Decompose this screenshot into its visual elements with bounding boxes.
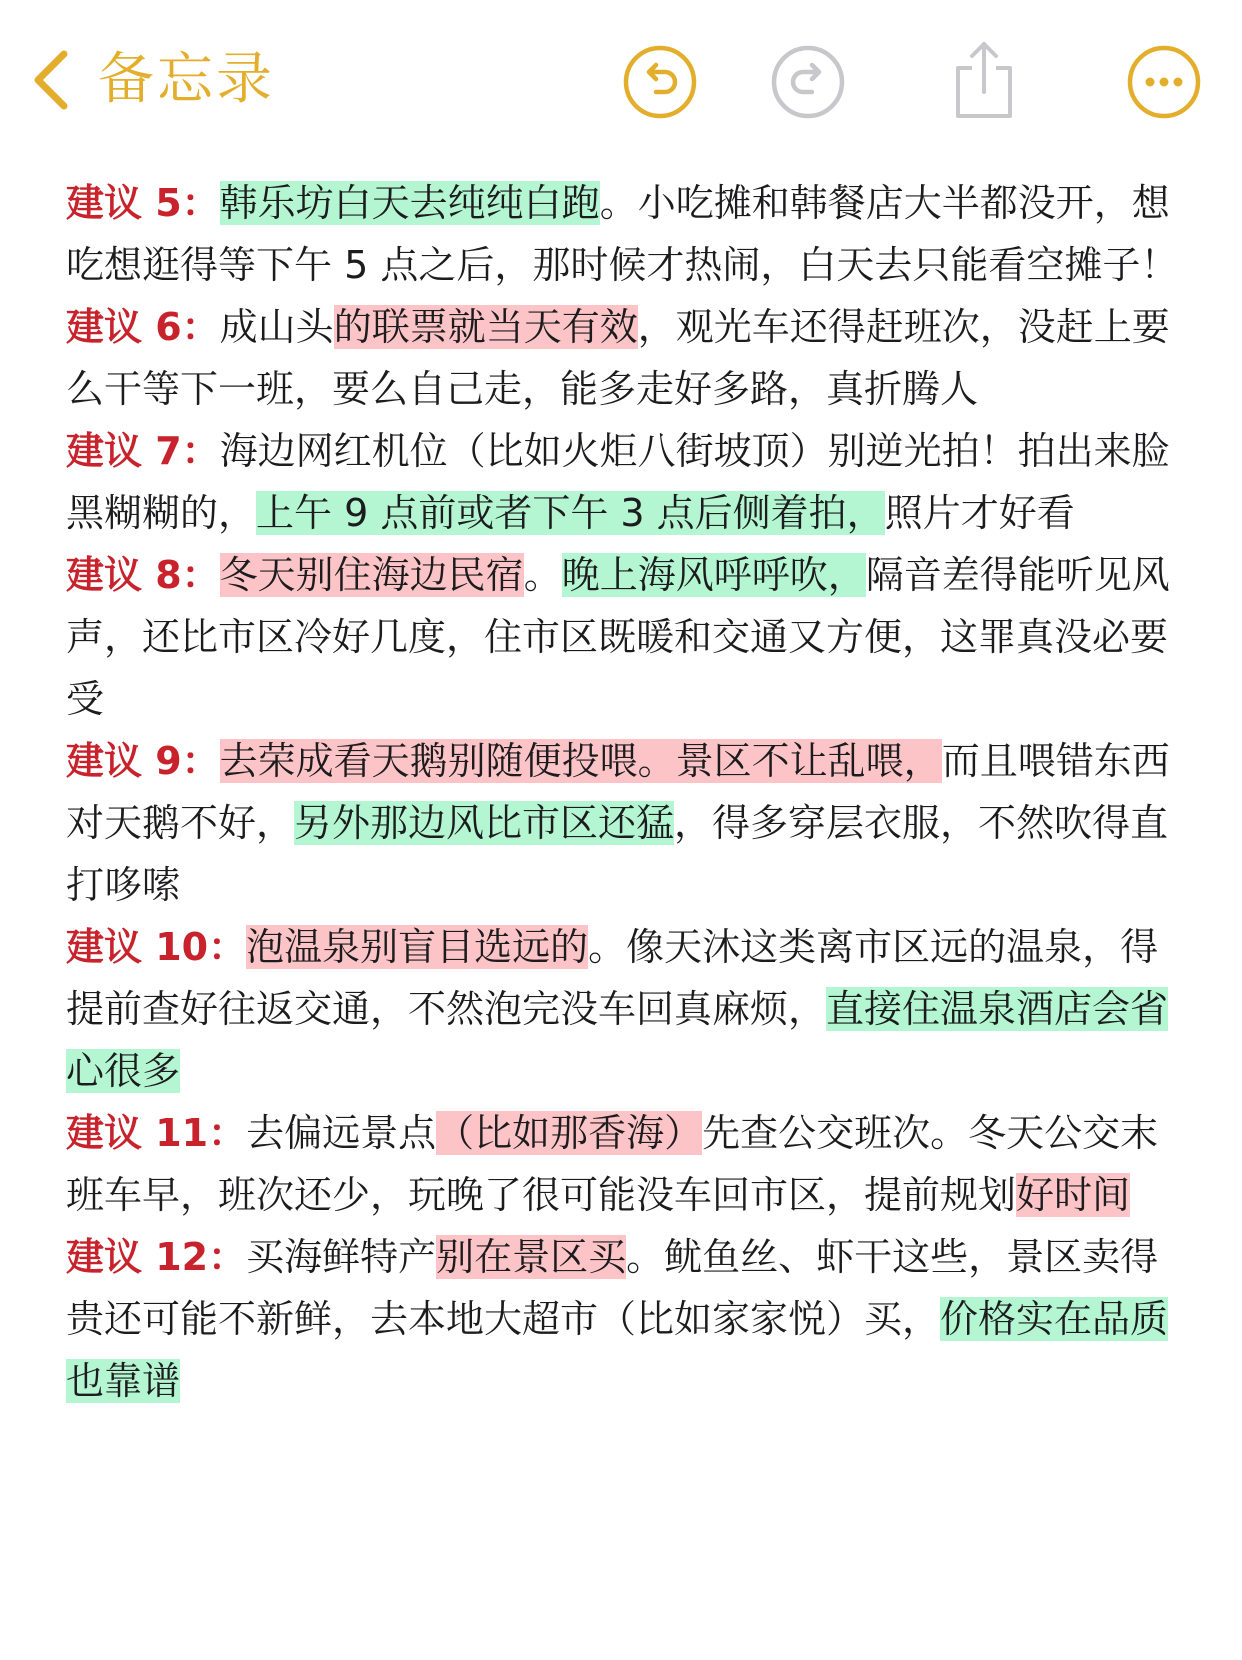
note-paragraph [66,730,1196,916]
note-text: 海边网红机位（比如火炬八街坡顶）别逆光拍！拍出来脸黑糊糊的， [66,429,1170,535]
highlight-green: 韩乐坊白天去纯纯白跑 [219,181,600,225]
note-text: 成山头 [219,305,334,349]
note-text: 去偏远景点 [246,1111,437,1155]
note-text: 。像天沐这类离市区远的温泉，得提前查好往返交通，不然泡完没车回真麻烦， [66,925,1159,1031]
highlight-green: 直接住温泉酒店会省心很多 [66,987,1169,1093]
highlight-pink: 好时间 [1016,1173,1131,1217]
undo-button[interactable] [620,42,700,122]
note-text: 先查公交班次。冬天公交末班车早，班次还少，玩晚了很可能没车回市区，提前规划 [66,1111,1159,1217]
suggestion-label: 建议 9： [66,739,220,783]
navigation-bar [0,0,1242,160]
note-text: 。小吃摊和韩餐店大半都没开，想吃想逛得等下午 5 点之后，那时候才热闹，白天去只能看空摊子！ [66,181,1179,287]
highlight-pink: 冬天别住海边民宿 [219,553,524,597]
note-paragraph [66,296,1196,420]
note-paragraph [66,420,1196,544]
note-text: 。 [523,553,562,597]
suggestion-label: 建议 8： [66,553,220,597]
note-paragraph [66,1226,1196,1412]
note-text: 。鱿鱼丝、虾干这些，景区卖得贵还可能不新鲜，去本地大超市（比如家家悦）买， [66,1235,1159,1341]
highlight-green: 上午 9 点前或者下午 3 点后侧着拍， [256,491,885,535]
highlight-green: 另外那边风比市区还猛 [294,801,675,845]
note-text: 买海鲜特产 [246,1235,437,1279]
note-text: 隔音差得能听见风声，还比市区冷好几度，住市区既暖和交通又方便，这罪真没必要受 [66,553,1170,721]
share-button[interactable] [946,38,1022,122]
suggestion-label: 建议 7： [66,429,220,473]
note-text: ，观光车还得赶班次，没赶上要么干等下一班，要么自己走，能多走好多路，真折腾人 [66,305,1170,411]
redo-icon [768,42,848,122]
highlight-pink: （比如那香海） [436,1111,703,1155]
back-label: 备忘录 [98,47,275,112]
highlight-pink: 别在景区买 [436,1235,627,1279]
note-text: ，得多穿层衣服，不然吹得直打哆嗦 [66,801,1169,907]
redo-button[interactable] [768,42,848,122]
note-paragraph [66,544,1196,730]
more-button[interactable] [1124,42,1204,122]
note-body[interactable] [66,172,1196,1412]
highlight-pink: 的联票就当天有效 [333,305,638,349]
highlight-green: 价格实在品质也靠谱 [66,1297,1169,1403]
chevron-left-icon [28,48,72,112]
highlight-pink: 去荣成看天鹅别随便投喂。景区不让乱喂， [219,739,942,783]
suggestion-label: 建议 11： [66,1111,247,1155]
note-text: 而且喂错东西对天鹅不好， [66,739,1170,845]
note-paragraph [66,172,1196,296]
back-button[interactable] [28,40,275,120]
undo-icon [620,42,700,122]
suggestion-label: 建议 12： [66,1235,247,1279]
highlight-green: 晚上海风呼呼吹， [561,553,866,597]
more-icon [1124,42,1204,122]
highlight-pink: 泡温泉别盲目选远的 [246,925,589,969]
share-icon [946,38,1022,122]
note-paragraph [66,916,1196,1102]
suggestion-label: 建议 5： [66,181,220,225]
suggestion-label: 建议 10： [66,925,247,969]
suggestion-label: 建议 6： [66,305,220,349]
note-text: 照片才好看 [884,491,1075,535]
note-paragraph [66,1102,1196,1226]
